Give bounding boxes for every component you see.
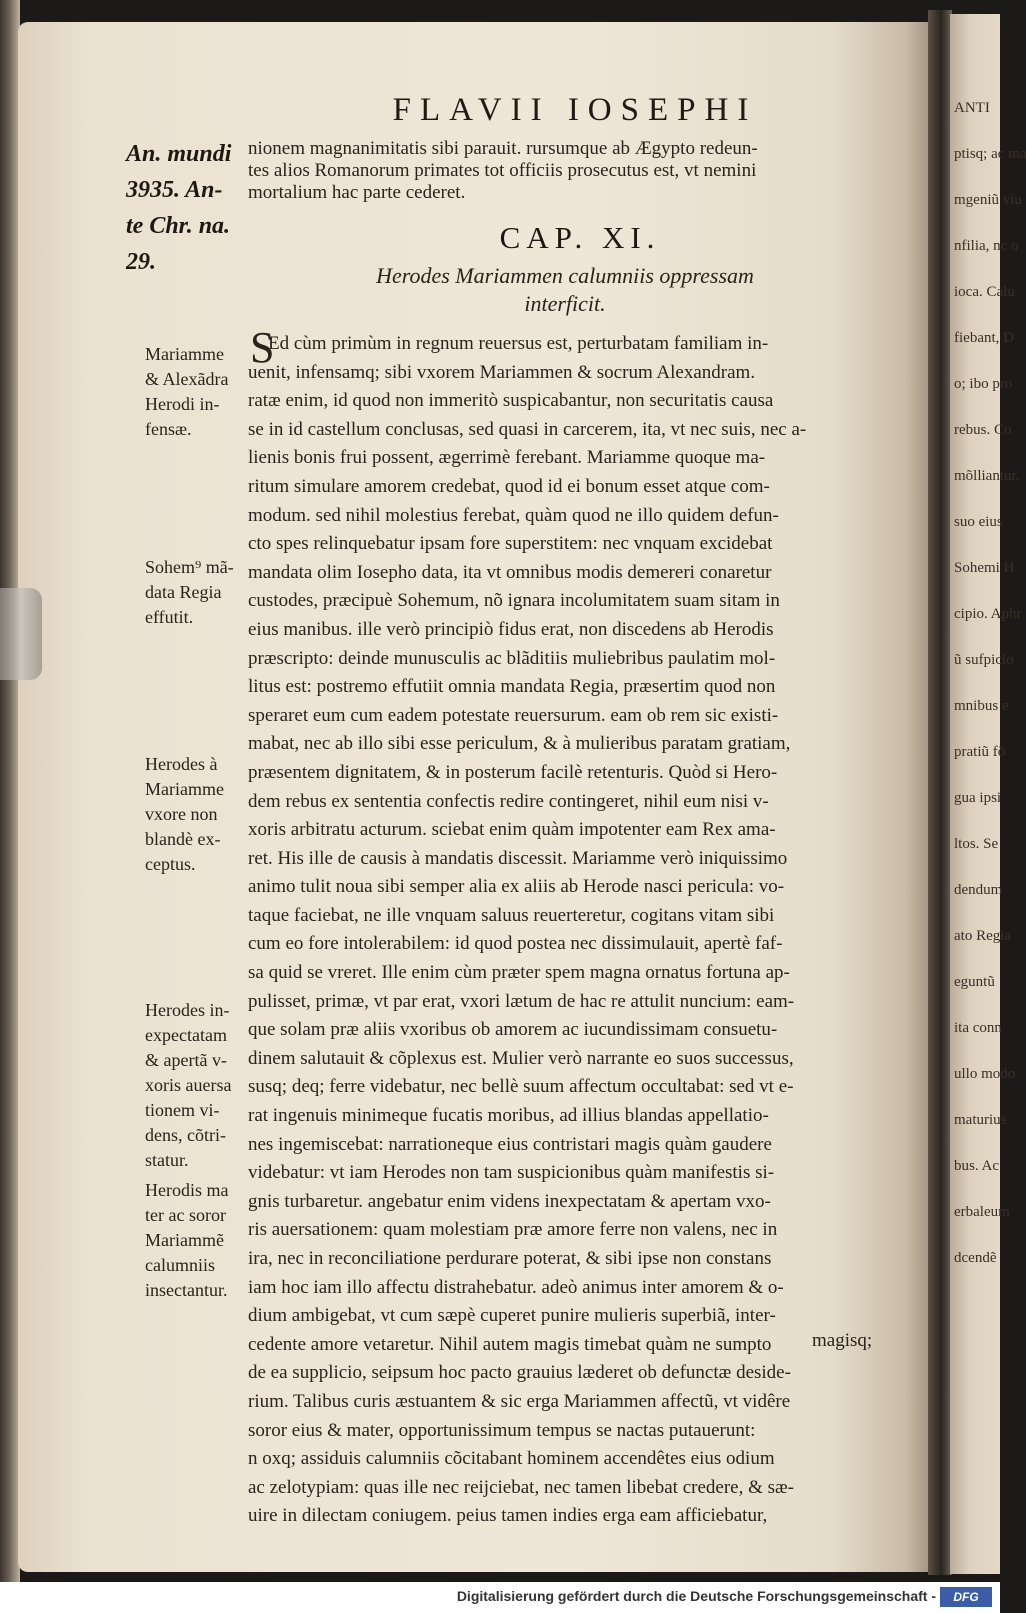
- handwritten-line: An. mundi: [126, 141, 232, 167]
- text-line: nionem magnanimitatis sibi parauit. rursumque ab Ægypto redeun-: [248, 138, 758, 159]
- margin-note-line: effutit.: [145, 607, 194, 627]
- running-head: FLAVII IOSEPHI: [392, 92, 758, 128]
- text-line: rium. Talibus curis æstuantem & sic erga Mariammen affectũ, vt vidêre: [248, 1390, 791, 1412]
- margin-note: [145, 555, 234, 630]
- margin-note-line: & Alexãdra: [145, 369, 229, 389]
- text-line: tes alios Romanorum primates tot officiis prosecutus est, vt nemini: [248, 160, 757, 181]
- margin-note-line: statur.: [145, 1150, 189, 1170]
- text-line: xoris arbitratu acturum. sciebat enim quàm impotenter eam Rex ama-: [248, 819, 776, 841]
- facing-page-line: gua ipsi: [954, 790, 1002, 806]
- margin-note: [145, 998, 231, 1173]
- text-line: sa quid se vreret. Ille enim cùm præter spem magna ornatus fortuna ap-: [248, 962, 790, 984]
- text-line: susq; deq; ferre videbatur, nec bellè suum affectum occultabat: sed vt e-: [248, 1076, 794, 1098]
- margin-note-line: Mariamme: [145, 344, 224, 364]
- page-clasp: [0, 588, 42, 680]
- facing-page-line: ita conn: [954, 1020, 1002, 1036]
- chapter-subtitle: [330, 262, 800, 318]
- facing-page-line: ioca. Calu: [954, 284, 1015, 300]
- facing-page-line: bus. Ac: [954, 1158, 999, 1174]
- margin-note-line: & apertã v-: [145, 1050, 227, 1070]
- facing-page-line: ũ sufpicio: [954, 652, 1014, 668]
- text-line: cto spes relinquebatur ipsam fore superstitem: nec vnquam excidebat: [248, 533, 773, 555]
- facing-page-line: erbaleum: [954, 1204, 1010, 1220]
- facing-page-line: cipio. Aphr: [954, 606, 1022, 622]
- margin-note: [145, 342, 228, 442]
- margin-note-line: ter ac soror: [145, 1205, 226, 1225]
- text-line: iam hoc iam illo affectu distrahebatur. adeò animus inter amorem & o-: [248, 1276, 784, 1298]
- text-line: litus est: postremo effutiit omnia mandata Regia, præsertim quod non: [248, 676, 776, 698]
- margin-note-line: Mariamme: [145, 779, 224, 799]
- margin-note-line: dens, cõtri-: [145, 1125, 226, 1145]
- text-line: præsentem dignitatem, & in posterum facilè retenturis. Quòd si Hero-: [248, 761, 778, 783]
- text-line: taque faciebat, ne ille vnquam saluus reuerteretur, cogitans vitam sibi: [248, 904, 775, 926]
- text-line: custodes, præcipuè Sohemum, nõ ignara incolumitatem suam sitam in: [248, 590, 780, 612]
- facing-page-line: Sohemi H: [954, 560, 1015, 576]
- text-line: Ed cùm primùm in regnum reuersus est, perturbatam familiam in-: [268, 333, 769, 354]
- facing-page-line: dcendẽ: [954, 1250, 997, 1266]
- text-line: se in id castellum conclusas, sed quasi in carcerem, ita, vt nec suis, nec a-: [248, 418, 807, 440]
- text-line: cedente amore vetaretur. Nihil autem magis timebat quàm ne sumpto: [248, 1333, 772, 1355]
- text-line: n oxq; assiduis calumniis cõcitabant hominem accendêtes eius odium: [248, 1448, 775, 1470]
- text-line: dinem salutauit & cõplexus est. Mulier verò narrante eo suos successus,: [248, 1047, 794, 1069]
- handwritten-line: te Chr. na.: [126, 213, 231, 239]
- text-line: gnis turbaretur. angebatur enim videns inexpectatam & apertam vxo-: [248, 1190, 771, 1212]
- facing-page-line: maturius: [954, 1112, 1007, 1128]
- facing-page-line: mgeniũ viu: [954, 192, 1022, 208]
- text-line: de ea supplicio, seipsum hoc pacto grauius læderet ob defunctæ deside-: [248, 1362, 791, 1384]
- text-line: que solam præ aliis vxoribus ob amorem ac iucundissimam consuetu-: [248, 1019, 778, 1041]
- margin-note-line: blandè ex-: [145, 829, 221, 849]
- handwritten-margin-note: [126, 136, 256, 280]
- subtitle-line: interficit.: [524, 291, 606, 316]
- text-line: soror eius & mater, opportunissimum tempus se nactas putauerunt:: [248, 1419, 756, 1441]
- text-line: animo tulit noua sibi semper alia ex aliis ab Herode nasci pericula: vo-: [248, 876, 785, 898]
- text-line: præscripto: deinde munusculis ac blãditiis muliebribus paulatim mol-: [248, 647, 776, 669]
- facing-page-line: ptisq; ac ma: [954, 146, 1026, 162]
- facing-page-line: rebus. Co: [954, 422, 1012, 438]
- text-line: cum eo fore intolerabilem: id quod postea nec dissimulauit, apertè faf-: [248, 933, 783, 955]
- text-line: rat ingenuis minimeque fucatis moribus, ad illius blandas appellatio-: [248, 1105, 769, 1127]
- text-line: mandata olim Iosepho data, ita vt omnibus modis demereri conaretur: [248, 561, 772, 583]
- margin-note-line: Sohem⁹ mã-: [145, 557, 234, 577]
- text-line: nes ingemiscebat: narrationeque eius contristari magis quàm gaudere: [248, 1133, 772, 1155]
- handwritten-line: 3935. An-: [126, 177, 223, 203]
- text-line: modum. sed nihil molestius ferebat, quàm quod ne illo quidem defun-: [248, 504, 779, 526]
- dfg-logo: DFG: [940, 1587, 992, 1607]
- margin-note-line: data Regia: [145, 582, 222, 602]
- margin-note-line: Mariammẽ: [145, 1230, 224, 1250]
- text-line: ratæ enim, id quod non immeritò suspicabantur, non securitatis causa: [248, 390, 774, 412]
- margin-note-line: Herodes à: [145, 754, 218, 774]
- margin-note: [145, 1178, 228, 1303]
- facing-page-line: o; ibo pro: [954, 376, 1013, 392]
- facing-page-line: eguntũ: [954, 974, 995, 990]
- chapter-heading: CAP. XI.: [499, 220, 661, 255]
- margin-note-line: Herodi in-: [145, 394, 220, 414]
- text-line: ret. His ille de causis à mandatis discessit. Mariamme verò iniquissimo: [248, 847, 788, 869]
- margin-note-line: Herodis ma: [145, 1180, 229, 1200]
- facing-page-line: ltos. Se: [954, 836, 999, 852]
- text-line: dem rebus ex sententia confectis redire contingeret, nihil eum nisi v-: [248, 790, 769, 812]
- text-line: eius manibus. ille verò principiò fidus erat, non discedens ab Herodis: [248, 618, 774, 640]
- facing-page-line: nfilia, nc o: [954, 238, 1019, 254]
- margin-note-line: expectatam: [145, 1025, 227, 1045]
- text-line: mabat, nec ab illo sibi esse periculum, & à mulieribus paratam gratiam,: [248, 733, 791, 755]
- text-line: dium ambigebat, vt cum sæpè cuperet punire mulieris superbiã, inter-: [248, 1305, 776, 1327]
- facing-page-line: dendum: [954, 882, 1003, 898]
- margin-note-line: vxore non: [145, 804, 218, 824]
- intro-paragraph: [248, 138, 918, 204]
- text-line: ira, nec in reconciliatione perdurare poterat, & sibi ipse non constans: [248, 1248, 772, 1269]
- margin-note-line: ceptus.: [145, 854, 196, 874]
- text-line: lienis bonis frui possent, ægerrimè ferebant. Mariamme quoque ma-: [248, 447, 766, 469]
- text-line: ac zelotypiam: quas ille nec reijciebat, nec tamen libebat credere, & sæ-: [248, 1476, 794, 1498]
- facing-page-line: pratiũ fõ: [954, 744, 1006, 760]
- facing-page-fragment: [950, 14, 1026, 1574]
- text-line: uenit, infensamq; sibi vxorem Mariammen & socrum Alexandram.: [248, 361, 756, 383]
- text-line: speraret eum cum eadem potestate reuersurum. eam ob rem sic existi-: [248, 704, 779, 726]
- book-gutter: [928, 10, 952, 1575]
- text-line: pulisset, primæ, vt par erat, vxori lætum de hac re attulit nuncium: eam-: [248, 990, 795, 1012]
- facing-page-line: suo eius: [954, 514, 1003, 530]
- margin-note-line: xoris auersa: [145, 1075, 232, 1095]
- margin-note: [145, 752, 224, 877]
- drop-cap: S: [250, 323, 275, 372]
- text-line: uire in dilectam coniugem. peius tamen indies erga eam afficiebatur,: [248, 1505, 768, 1527]
- text-line: videbatur: vt iam Herodes non tam suspicionibus quàm manifestis si-: [248, 1162, 775, 1184]
- footer-credit: Digitalisierung gefördert durch die Deutsche Forschungsgemeinschaft -: [456, 1588, 936, 1604]
- subtitle-line: Herodes Mariammen calumniis oppressam: [376, 263, 754, 288]
- footer-bar: [0, 1582, 1000, 1613]
- text-line: ris auersationem: quam molestiam præ amore ferre non valens, nec in: [248, 1219, 778, 1241]
- margin-note-line: insectantur.: [145, 1280, 228, 1300]
- facing-page-line: fiebant, D: [954, 330, 1014, 346]
- margin-note-line: fensæ.: [145, 419, 192, 439]
- margin-note-line: tionem vi-: [145, 1100, 220, 1120]
- handwritten-line: 29.: [126, 249, 156, 275]
- text-line: mortalium hac parte cederet.: [248, 182, 466, 203]
- facing-page-line: mnibus e: [954, 698, 1009, 714]
- facing-page-line: ullo modo: [954, 1066, 1016, 1082]
- book-edge-left: [0, 0, 20, 1582]
- margin-note-line: Herodes in-: [145, 1000, 230, 1020]
- facing-page-line: mõlliantur.: [954, 468, 1020, 484]
- text-line: ritum simulare amorem credebat, quod id ei bonum esset atque com-: [248, 475, 770, 497]
- facing-page-line: ANTI: [954, 100, 990, 116]
- facing-page-line: ato Regia: [954, 928, 1012, 944]
- margin-note-line: calumniis: [145, 1255, 215, 1275]
- catchword: magisq;: [812, 1330, 873, 1351]
